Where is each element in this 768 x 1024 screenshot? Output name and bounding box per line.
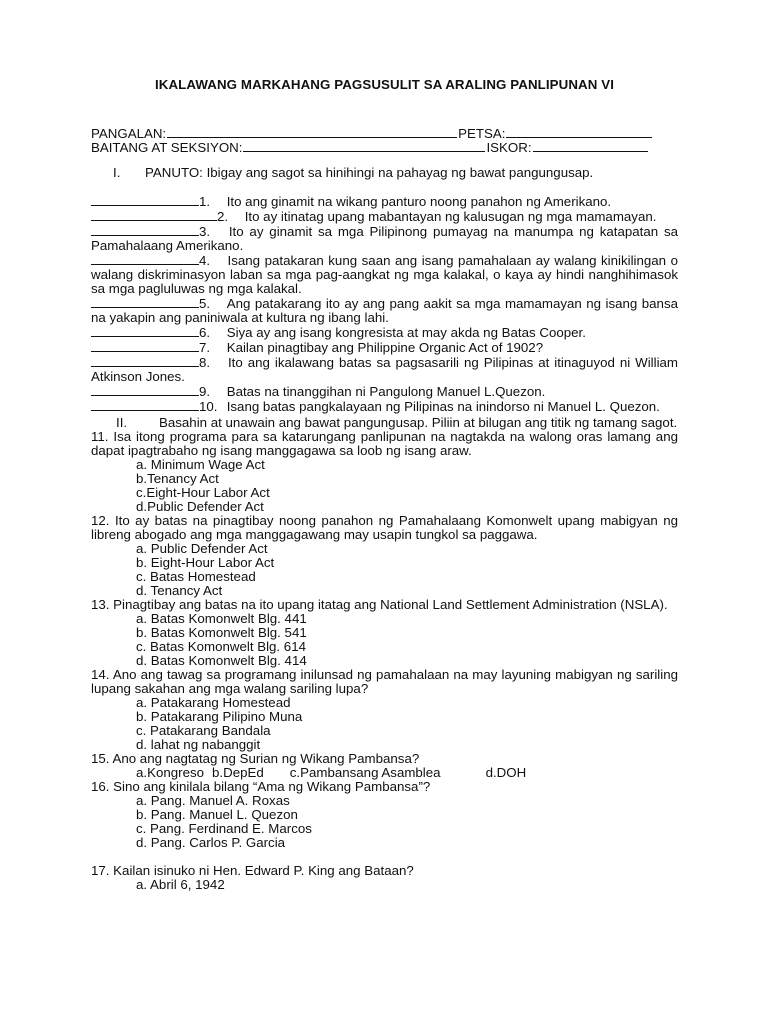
answer-blank[interactable] [91, 209, 217, 221]
student-info [91, 126, 678, 154]
grade-section-label: BAITANG AT SEKSIYON: [91, 140, 243, 155]
question-text: 12. Ito ay batas na pinagtibay noong panahon ng Pamahalaang Komonwelt upang mabigyan ng libreng abogado ang mga manggagawang may usapin tungkol sa paggawa. [91, 513, 678, 542]
part1-instruction: PANUTO: Ibigay ang sagot sa hinihingi na pahayag ng bawat pangungusap. [145, 165, 594, 180]
fill-item: 4. Isang patakaran kung saan ang isang pamahalaan ay walang kinikilingan o walang diskriminasyon laban sa mga pag-aangkat ng mga kalakal, o kaya ay hindi nanghihimasok sa mga pagluluwas ng mga kalakal. [91, 253, 678, 296]
choice-option[interactable]: a. Abril 6, 1942 [136, 877, 225, 892]
question-text: 17. Kailan isinuko ni Hen. Edward P. King ang Bataan? [91, 863, 414, 878]
score-label: ISKOR: [486, 140, 532, 155]
name-blank[interactable] [167, 126, 457, 138]
part2-heading [91, 416, 678, 430]
answer-blank[interactable] [91, 194, 199, 206]
choice-option[interactable]: a. Patakarang Homestead [136, 695, 291, 710]
choice-option[interactable]: d. Batas Komonwelt Blg. 414 [136, 653, 307, 668]
exam-title: IKALAWANG MARKAHANG PAGSUSULIT SA ARALING PANLIPUNAN VI [154, 77, 615, 92]
date-blank[interactable] [506, 126, 652, 138]
answer-blank[interactable] [91, 340, 199, 352]
choice-option[interactable]: b.DepEd [212, 765, 264, 780]
choice-option[interactable]: c. Batas Homestead [136, 569, 256, 584]
part1-heading [91, 166, 678, 180]
question-text: 16. Sino ang kinilala bilang “Ama ng Wikang Pambansa”? [91, 779, 431, 794]
answer-blank[interactable] [91, 253, 199, 265]
choice-option[interactable]: a. Batas Komonwelt Blg. 441 [136, 611, 307, 626]
answer-blank[interactable] [91, 224, 199, 236]
fill-item: 5. Ang patakarang ito ay ang pang aakit sa mga mamamayan ng isang bansa na yakapin ang paniniwala at kultura ng ibang lahi. [91, 296, 678, 325]
part2-number: II. [116, 415, 128, 430]
fill-item: 6. Siya ay ang isang kongresista at may akda ng Batas Cooper. [91, 325, 678, 340]
choice-option[interactable]: d. Tenancy Act [136, 583, 223, 598]
choice-option[interactable]: a. Pang. Manuel A. Roxas [136, 793, 290, 808]
choice-option[interactable]: b. Batas Komonwelt Blg. 541 [136, 625, 307, 640]
choice-option[interactable]: d. Pang. Carlos P. Garcia [136, 835, 286, 850]
choice-option[interactable]: c.Eight-Hour Labor Act [136, 485, 270, 500]
choice-option[interactable]: c. Pang. Ferdinand E. Marcos [136, 821, 312, 836]
choice-option[interactable]: b. Eight-Hour Labor Act [136, 555, 275, 570]
date-label: PETSA: [458, 126, 506, 141]
question-text: 15. Ano ang nagtatag ng Surian ng Wikang Pambansa? [91, 751, 420, 766]
fill-item: 8. Ito ang ikalawang batas sa pagsasarili ng Pilipinas at itinaguyod ni William Atkinson Jones. [91, 355, 678, 384]
choice-option[interactable]: d. lahat ng nabanggit [136, 737, 261, 752]
section-score-row [91, 140, 678, 154]
fill-item: 7. Kailan pinagtibay ang Philippine Organic Act of 1902? [91, 340, 678, 355]
fill-item: 9. Batas na tinanggihan ni Pangulong Manuel L.Quezon. [91, 384, 678, 399]
choice-option[interactable]: c. Patakarang Bandala [136, 723, 271, 738]
question-text: 11. Isa itong programa para sa katarungang panlipunan na nagtakda na walong oras lamang ang dapat ipagtrabaho ng isang manggagawa sa loob ng isang araw. [91, 429, 678, 458]
answer-blank[interactable] [91, 399, 199, 411]
name-label: PANGALAN: [91, 126, 167, 141]
part1-number: I. [113, 165, 121, 180]
choice-option[interactable]: d.DOH [485, 765, 527, 780]
answer-blank[interactable] [91, 296, 199, 308]
answer-blank[interactable] [91, 384, 199, 396]
choice-option[interactable]: a. Minimum Wage Act [136, 457, 265, 472]
grade-section-blank[interactable] [243, 140, 485, 152]
answer-blank[interactable] [91, 355, 199, 367]
fill-item: 3. Ito ay ginamit sa mga Pilipinong pumayag na manumpa ng katapatan sa Pamahalaang Amerikano. [91, 224, 678, 253]
part2-instruction: Basahin at unawain ang bawat pangungusap. Piliin at bilugan ang titik ng tamang sagot. [159, 415, 678, 430]
question-text: 14. Ano ang tawag sa programang inilunsad ng pamahalaan na may layuning mabigyan ng sariling lupang sakahan ang mga walang sariling lupa? [91, 667, 678, 696]
name-date-row [91, 126, 678, 140]
fill-in-items [91, 194, 678, 414]
choice-option[interactable]: c.Pambansang Asamblea [289, 765, 441, 780]
multiple-choice [91, 430, 678, 892]
answer-blank[interactable] [91, 325, 199, 337]
choice-option[interactable]: a. Public Defender Act [136, 541, 268, 556]
inline-choices [91, 766, 678, 780]
choice-option[interactable]: d.Public Defender Act [136, 499, 264, 514]
choice-option[interactable]: b. Pang. Manuel L. Quezon [136, 807, 298, 822]
choice-option[interactable]: b.Tenancy Act [136, 471, 219, 486]
fill-item: 10. Isang batas pangkalayaan ng Pilipinas na inindorso ni Manuel L. Quezon. [91, 399, 678, 414]
choice-option[interactable]: a.Kongreso [136, 765, 205, 780]
question-text: 13. Pinagtibay ang batas na ito upang itatag ang National Land Settlement Administration (NSLA). [91, 597, 668, 612]
score-blank[interactable] [533, 140, 648, 152]
fill-item: 2. Ito ay itinatag upang mabantayan ng kalusugan ng mga mamamayan. [91, 209, 678, 224]
fill-item: 1. Ito ang ginamit na wikang panturo noong panahon ng Amerikano. [91, 194, 678, 209]
choice-option[interactable]: b. Patakarang Pilipino Muna [136, 709, 303, 724]
choice-option[interactable]: c. Batas Komonwelt Blg. 614 [136, 639, 306, 654]
